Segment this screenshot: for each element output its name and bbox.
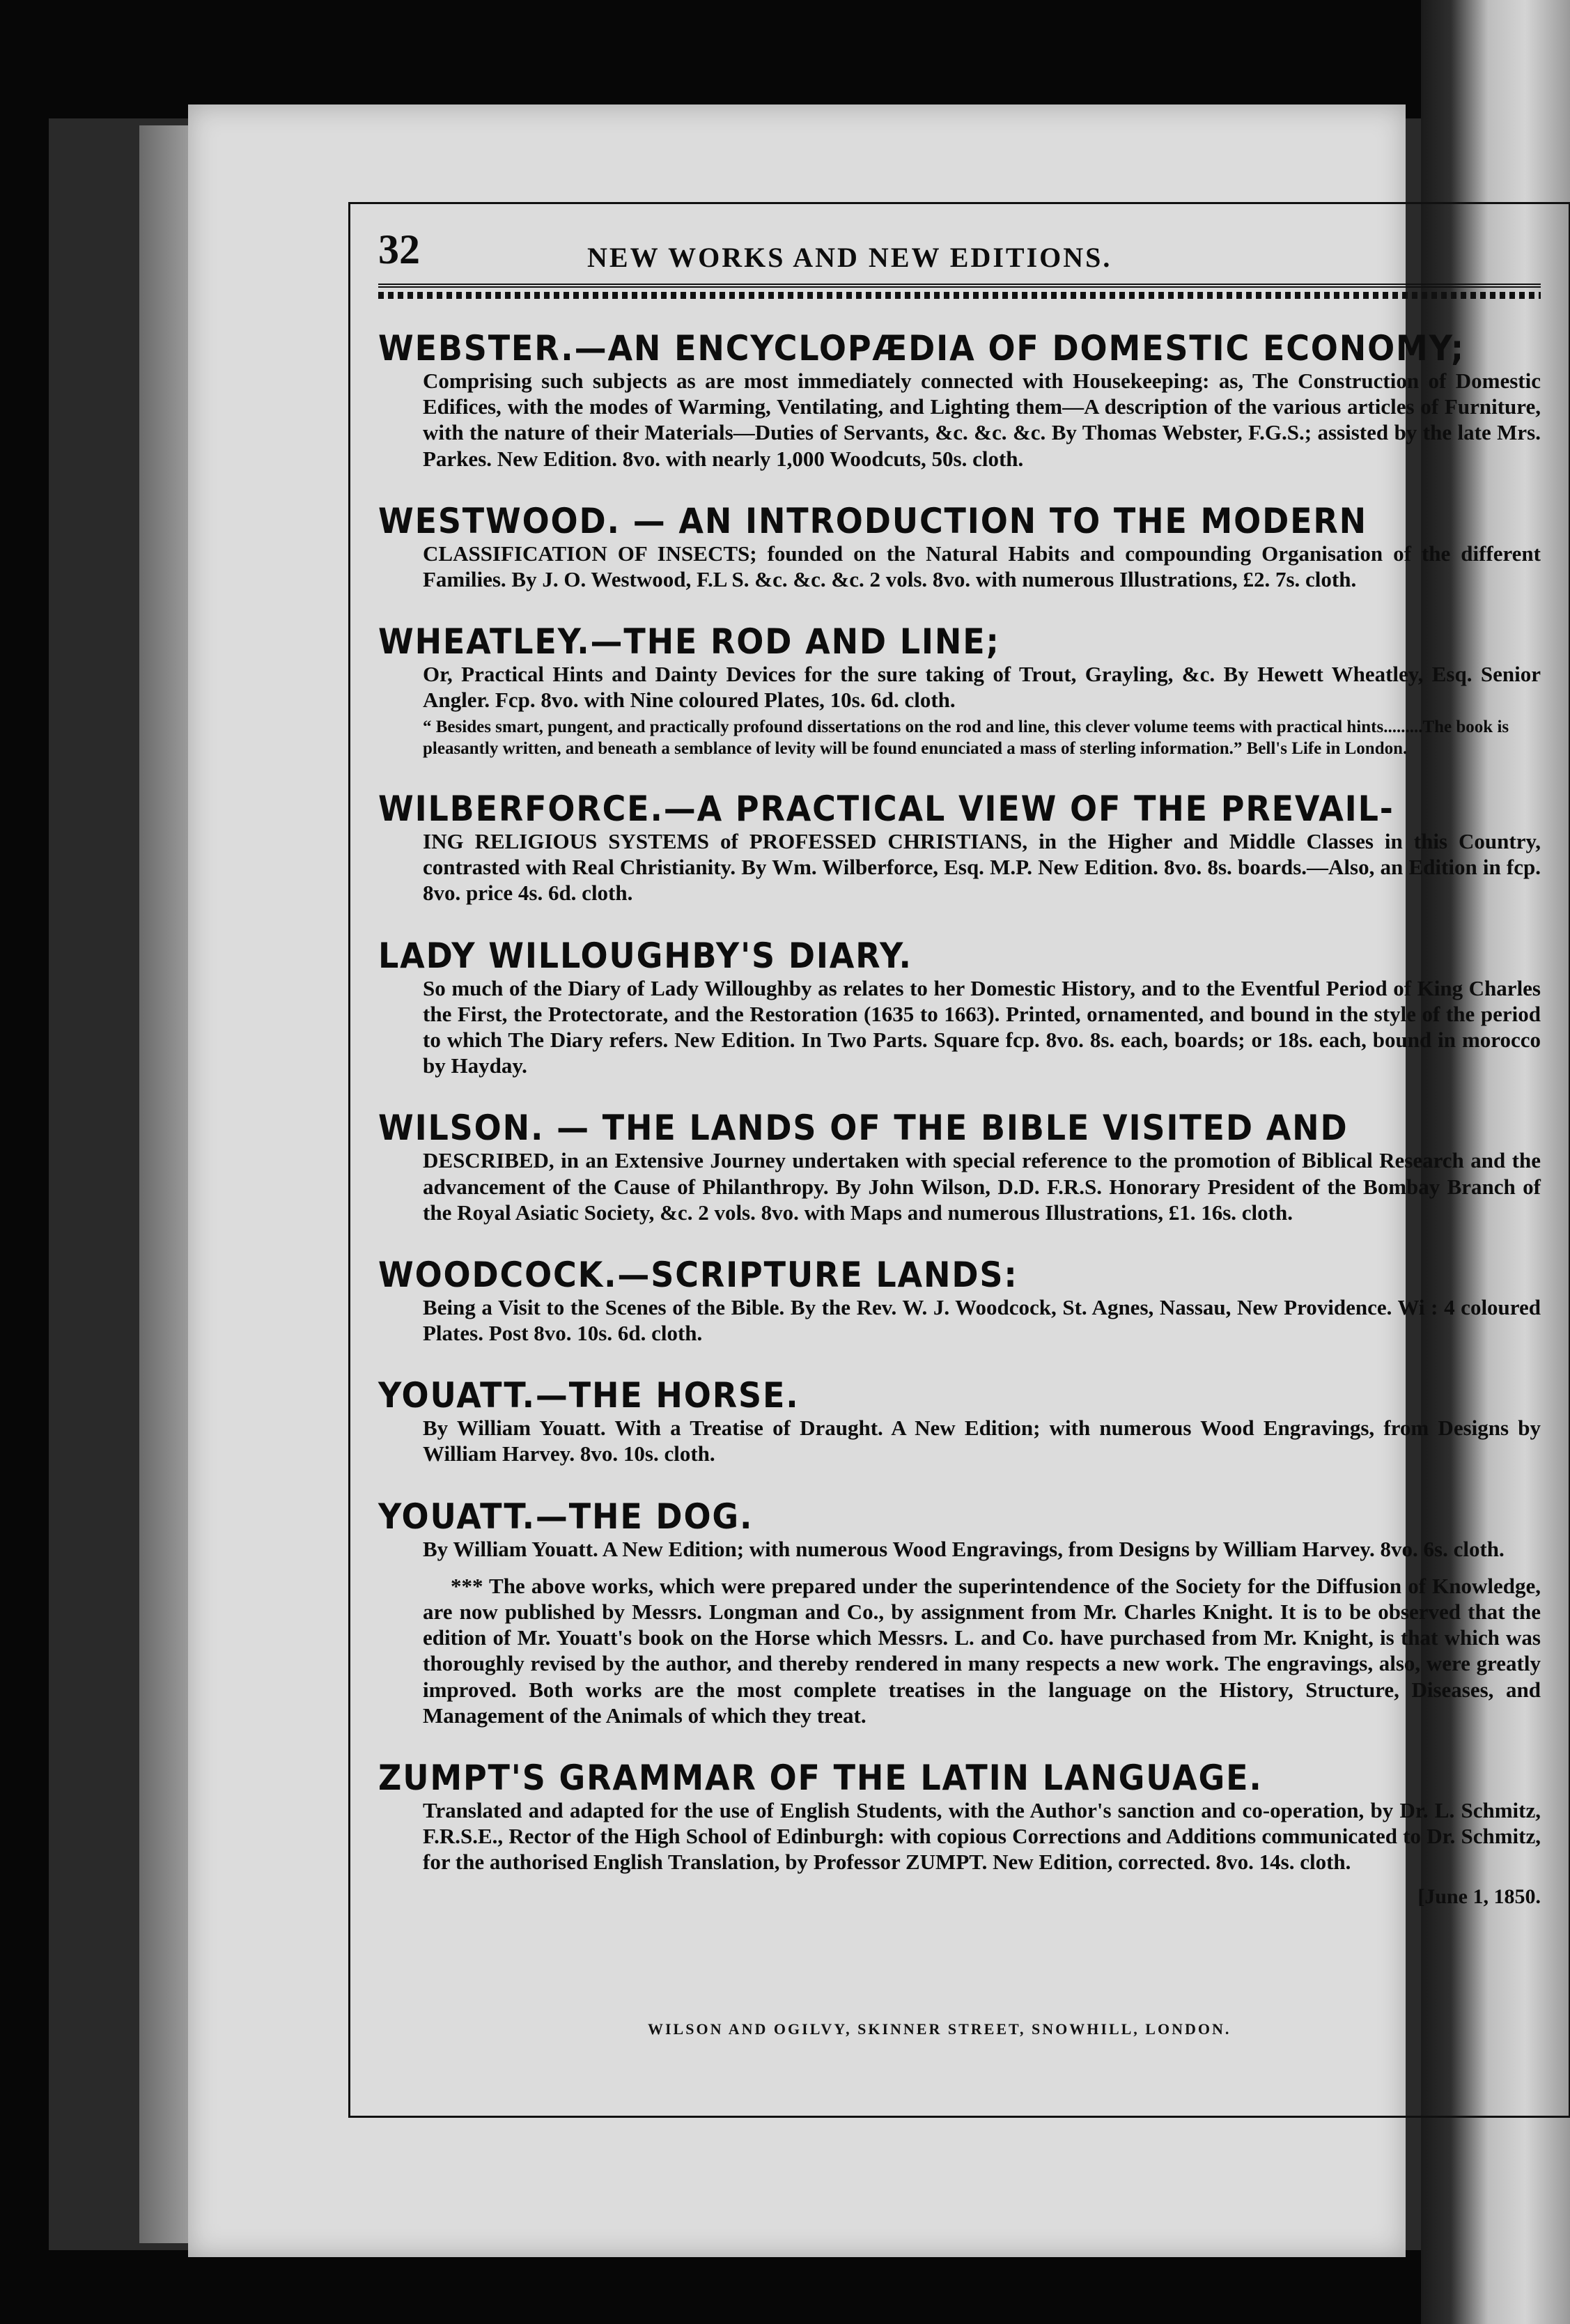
entry-body: Comprising such subjects as are most immediately connected with Housekeeping: as, The Construction of Domestic Edifices, with the modes of Warming, Ventilating, and Lighting them—A description of the various articles of Furniture, with the nature of their Materials—Duties of Servants, &c. &c. &c. By Thomas Webster, F.G.S.; assisted by the late Mrs. Parkes. New Edition. 8vo. with nearly 1,000 Woodcuts, 50s. cloth. (423, 369, 1541, 471)
entry-wheatley (378, 623, 1541, 759)
entry-youatt-dog (378, 1498, 1541, 1728)
entry-youatt-horse (378, 1377, 1541, 1466)
text-frame (348, 202, 1570, 2118)
entry-body: By William Youatt. A New Edition; with numerous Wood Engravings, from Designs by William Harvey. 8vo. 6s. cloth. (423, 1536, 1505, 1561)
entry-title: WILBERFORCE.—A PRACTICAL VIEW OF THE PREVAIL- (378, 789, 1394, 829)
entry-body: ING RELIGIOUS SYSTEMS of PROFESSED CHRISTIANS, in the Higher and Middle Classes in this Country, contrasted with Real Christianity. By Wm. Wilberforce, Esq. M.P. New Edition. 8vo. 8s. boards.—Also, an Edition in fcp. 8vo. price 4s. 6d. cloth. (423, 829, 1541, 906)
entry-title: WILSON. — THE LANDS OF THE BIBLE VISITED AND (378, 1108, 1349, 1149)
page-number: 32 (378, 226, 420, 272)
page (188, 104, 1541, 2257)
review-quote: “ Besides smart, pungent, and practically profound dissertations on the rod and line, this clever volume teems with practical hints.........The book is pleasantly written, and beneath a semblance of levity will be found enunciated a mass of sterling information.” Bell's Life in London. (423, 717, 1509, 758)
entry-title: WEBSTER.—AN ENCYCLOPÆDIA OF DOMESTIC ECONOMY; (378, 328, 1466, 369)
entry-title: ZUMPT'S GRAMMAR OF THE LATIN LANGUAGE. (378, 1757, 1263, 1798)
entry-westwood (378, 502, 1541, 592)
entry-body: Or, Practical Hints and Dainty Devices for the sure taking of Trout, Grayling, &c. By Hewett Wheatley, Esq. Senior Angler. Fcp. 8vo. with Nine coloured Plates, 10s. 6d. cloth. (423, 662, 1541, 713)
page-header (378, 204, 1541, 288)
entry-body: By William Youatt. With a Treatise of Draught. A New Edition; with numerous Wood Engravings, from Designs by William Harvey. 8vo. 10s. cloth. (423, 1416, 1541, 1466)
entry-wilson (378, 1109, 1541, 1225)
entry-body: Translated and adapted for the use of English Students, with the Author's sanction and co-operation, by Dr. L. Schmitz, F.R.S.E., Rector of the High School of Edinburgh: with copious Corrections and Additions communicated to Dr. Schmitz, for the authorised English Translation, by Professor ZUMPT. New Edition, corrected. 8vo. 14s. cloth. (423, 1797, 1541, 1875)
entry-title: WHEATLEY.—THE ROD AND LINE; (378, 621, 1000, 663)
entry-title: LADY WILLOUGHBY'S DIARY. (378, 935, 912, 976)
entry-body: DESCRIBED, in an Extensive Journey undertaken with special reference to the promotion of Biblical Research and the advancement of the Cause of Philanthropy. By John Wilson, D.D. F.R.S. Honorary President of the Bombay Branch of the Royal Asiatic Society, &c. 2 vols. 8vo. with Maps and numerous Illustrations, £1. 16s. cloth. (423, 1148, 1541, 1225)
entry-woodcock (378, 1256, 1541, 1346)
running-title: NEW WORKS AND NEW EDITIONS. (587, 242, 1112, 273)
entry-title: YOUATT.—THE DOG. (378, 1496, 754, 1537)
entry-webster (378, 330, 1541, 472)
entry-zumpt (378, 1759, 1541, 1875)
entry-title: YOUATT.—THE HORSE. (378, 1375, 800, 1416)
entry-body: Being a Visit to the Scenes of the Bible. By the Rev. W. J. Woodcock, St. Agnes, Nassau, New Providence. Wi : 4 coloured Plates. Post 8vo. 10s. 6d. cloth. (423, 1294, 1541, 1346)
entry-willoughby (378, 937, 1541, 1079)
entry-title: WOODCOCK.—SCRIPTURE LANDS: (378, 1254, 1018, 1295)
entry-body: CLASSIFICATION OF INSECTS; founded on the Natural Habits and compounding Organisation of the different Families. By J. O. Westwood, F.L S. &c. &c. &c. 2 vols. 8vo. with numerous Illustrations, £2. 7s. cloth. (423, 541, 1541, 591)
entry-body: So much of the Diary of Lady Willoughby as relates to her Domestic History, and to the Eventful Period of King Charles the First, the Protectorate, and the Restoration (1635 to 1663). Printed, ornamented, and bound in the style of the period to which The Diary refers. New Edition. In Two Parts. Square fcp. 8vo. 8s. each, boards; or 18s. each, bound in morocco by Hayday. (423, 975, 1541, 1078)
entry-wilberforce (378, 790, 1541, 906)
publisher-note: *** The above works, which were prepared under the superintendence of the Society for the Diffusion of Knowledge, are now published by Messrs. Longman and Co., by assignment from Mr. Charles Knight. It is to be observed that the edition of Mr. Youatt's book on the Horse which Messrs. L. and Co. have purchased from Mr. Knight, is that which was thoroughly revised by the author, and thereby rendered in many respects a new work. The engravings, also, were greatly improved. Both works are the most complete treatises in the language on the History, Structure, Diseases, and Management of the Animals of which they treat. (423, 1573, 1541, 1728)
ornamental-rule (378, 292, 1541, 299)
entry-title: WESTWOOD. — AN INTRODUCTION TO THE MODERN (378, 500, 1368, 541)
date-line: [June 1, 1850. (1417, 1884, 1541, 1908)
printer-imprint: WILSON AND OGILVY, SKINNER STREET, SNOWHILL, LONDON. (648, 2020, 1231, 2038)
